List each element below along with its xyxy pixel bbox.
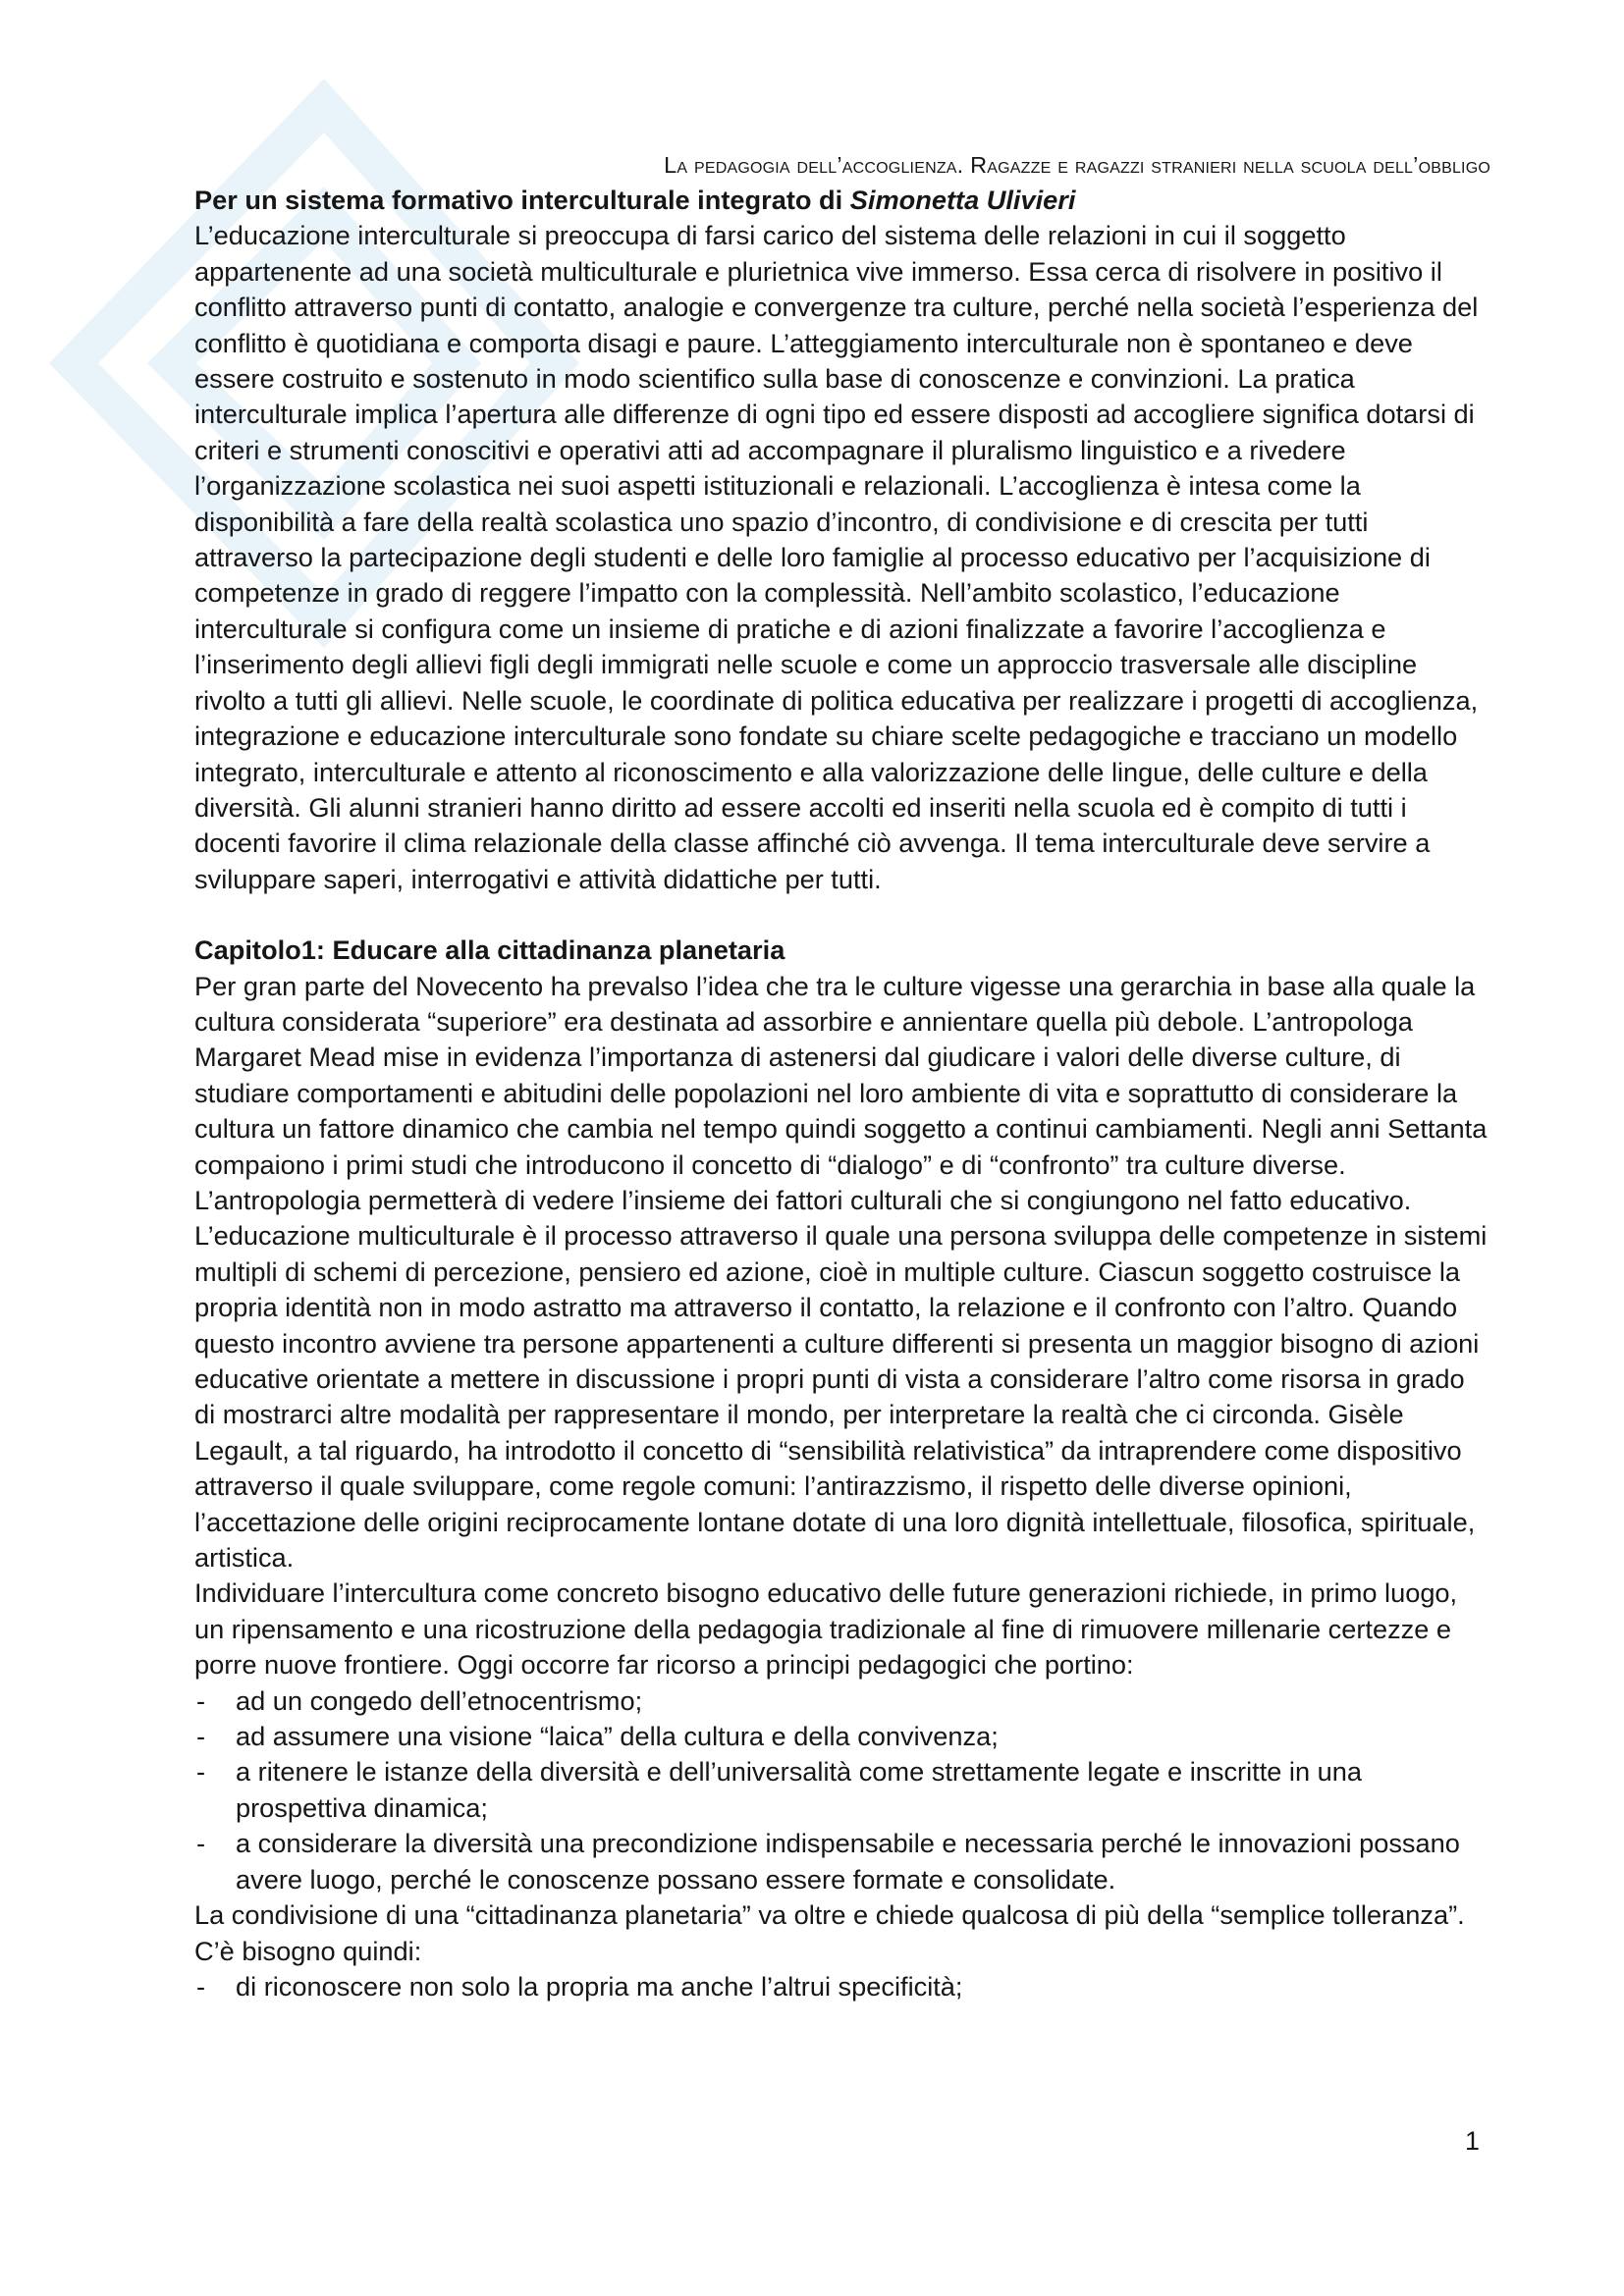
chapter-paragraph-3: La condivisione di una “cittadinanza planetaria” va oltre e chiede qualcosa di più della “semplice tolleranza”. C’è bisogno quindi:: [194, 1899, 1465, 1966]
document-subtitle: [194, 183, 1490, 218]
list-item: - di riconoscere non solo la propria ma anche l’altrui specificità;: [194, 1969, 1490, 2004]
intro-paragraph: L’educazione interculturale si preoccupa di farsi carico del sistema delle relazioni in cui il soggetto appartenente ad una società multiculturale e plurietnica vive immerso. Essa cerca di risolvere in positivo il conflitto attraverso punti di contatto, analogie e convergenze tra culture, perché nella società l’esperienza del conflitto è quotidiana e comporta disagi e paure. L’atteggiamento interculturale non è spontaneo e deve essere costruito e sostenuto in modo scientifico sulla base di conoscenze e convinzioni. La pratica interculturale implica l’apertura alle differenze di ogni tipo ed essere disposti ad accogliere significa dotarsi di criteri e strumenti conoscitivi e operativi atti ad accompagnare il pluralismo linguistico e a rivedere l’organizzazione scolastica nei suoi aspetti istituzionali e relazionali. L’accoglienza è intesa come la disponibilità a fare della realtà scolastica uno spazio d’incontro, di condivisione e di crescita per tutti attraverso la partecipazione degli studenti e delle loro famiglie al processo educativo per l’acquisizione di competenze in grado di reggere l’impatto con la complessità. Nell’ambito scolastico, l’educazione interculturale si configura come un insieme di pratiche e di azioni finalizzate a favorire l’accoglienza e l’inserimento degli allievi figli degli immigrati nelle scuole e come un approccio trasversale alle discipline rivolto a tutti gli allievi. Nelle scuole, le coordinate di politica educativa per realizzare i progetti di accoglienza, integrazione e educazione interculturale sono fondate su chiare scelte pedagogiche e tracciano un modello integrato, interculturale e attento al riconoscimento e alla valorizzazione delle lingue, delle culture e della diversità. Gli alunni stranieri hanno diritto ad essere accolti ed inseriti nella scuola ed è compito di tutti i docenti favorire il clima relazionale della classe affinché ciò avvenga. Il tema interculturale deve servire a sviluppare saperi, interrogativi e attività didattiche per tutti.: [194, 220, 1479, 894]
chapter-heading: Capitolo1: Educare alla cittadinanza planetaria: [194, 934, 785, 966]
needs-list: [194, 1969, 1490, 2004]
list-item: - ad assumere una visione “laica” della cultura e della convivenza;: [194, 1719, 1490, 1754]
chapter-paragraph-2: Individuare l’intercultura come concreto bisogno educativo delle future generazioni richiede, in primo luogo, un ripensamento e una ricostruzione della pedagogia tradizionale al fine di rimuovere millenarie certezze e porre nuove frontiere. Oggi occorre far ricorso a principi pedagogici che portino:: [194, 1577, 1458, 1681]
author-name: Simonetta Ulivieri: [849, 185, 1076, 215]
list-item: - a ritenere le istanze della diversità e dell’universalità come strettamente legate e inscritte in una prospettiva dinamica;: [194, 1754, 1490, 1826]
chapter-paragraph-1: Per gran parte del Novecento ha prevalso l’idea che tra le culture vigesse una gerarchia in base alla quale la cultura considerata “superiore” era destinata ad assorbire e annientare quella più debole. L’antropologa Margaret Mead mise in evidenza l’importanza di astenersi dal giudicare i valori delle diverse culture, di studiare comportamenti e abitudini delle popolazioni nel loro ambiente di vita e soprattutto di considerare la cultura un fattore dinamico che cambia nel tempo quindi soggetto a continui cambiamenti. Negli anni Settanta compaiono i primi studi che introducono il concetto di “dialogo” e di “confronto” tra culture diverse. L’antropologia permetterà di vedere l’insieme dei fattori culturali che si congiungono nel fatto educativo. L’educazione multiculturale è il processo attraverso il quale una persona sviluppa delle competenze in sistemi multipli di schemi di percezione, pensiero ed azione, cioè in multiple culture. Ciascun soggetto costruisce la propria identità non in modo astratto ma attraverso il contatto, la relazione e il confronto con l’altro. Quando questo incontro avviene tra persone appartenenti a culture differenti si presenta un maggior bisogno di azioni educative orientate a mettere in discussione i propri punti di vista a considerare l’altro come risorsa in grado di mostrarci altre modalità per rappresentare il mondo, per interpretare la realtà che ci circonda. Gisèle Legault, a tal riguardo, ha introdotto il concetto di “sensibilità relativistica” da intraprendere come dispositivo attraverso il quale sviluppare, come regole comuni: l’antirazzismo, il rispetto delle diverse opinioni, l’accettazione delle origini reciprocamente lontane dotate di una loro dignità intellettuale, filosofica, spirituale, artistica.: [194, 970, 1488, 1574]
document-title: La pedagogia dell’accoglienza. Ragazze e ragazzi stranieri nella scuola dell’obbligo: [664, 152, 1490, 178]
principles-list: [194, 1683, 1490, 1897]
list-item: - ad un congedo dell’etnocentrismo;: [194, 1683, 1490, 1719]
subtitle-text: Per un sistema formativo interculturale integrato di: [194, 185, 850, 215]
document-body: [194, 147, 1490, 2004]
list-item: - a considerare la diversità una precondizione indispensabile e necessaria perché le innovazioni possano avere luogo, perché le conoscenze possano essere formate e consolidate.: [194, 1826, 1490, 1897]
page-number: 1: [1465, 2126, 1481, 2156]
